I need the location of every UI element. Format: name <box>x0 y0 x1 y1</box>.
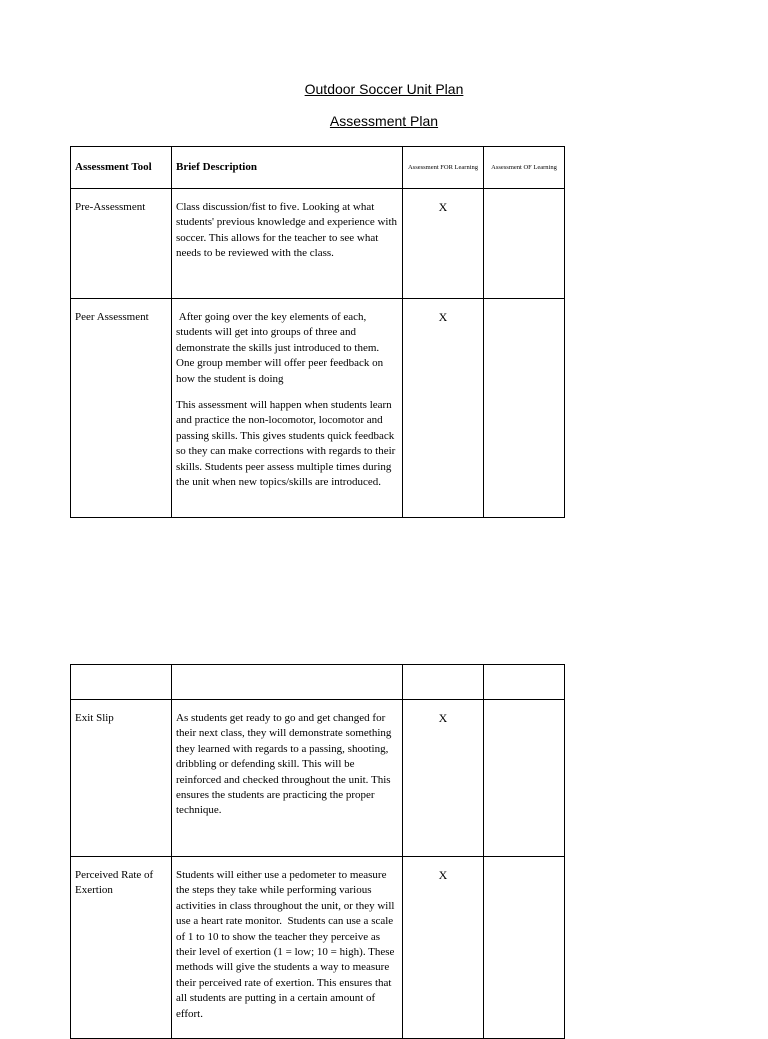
tool-cell: Exit Slip <box>71 700 172 857</box>
of-learning-mark <box>484 189 565 299</box>
document-subtitle: Assessment Plan <box>329 113 439 129</box>
header-assessment-for-learning: Assessment FOR Learning <box>403 147 484 189</box>
for-learning-mark: X <box>403 857 484 1039</box>
document-title: Outdoor Soccer Unit Plan <box>304 81 464 97</box>
for-learning-mark: X <box>403 189 484 299</box>
assessment-table-page-1 <box>70 146 565 518</box>
table-row <box>71 700 565 857</box>
description-cell <box>172 700 403 857</box>
blank-cell <box>71 665 172 700</box>
blank-header-row <box>71 665 565 700</box>
table-header-row <box>71 147 565 189</box>
tool-cell: Pre-Assessment <box>71 189 172 299</box>
description-paragraph: After going over the key elements of each, students will get into groups of three and demonstrate the skills just introduced to them. One group member will offer peer feedback on how the student is doing <box>176 311 386 385</box>
description-paragraph: Class discussion/fist to five. Looking at what students' previous knowledge and experience with soccer. This allows for the teacher to see what needs to be reviewed with the class. <box>176 201 398 260</box>
blank-cell <box>484 665 565 700</box>
header-assessment-of-learning: Assessment OF Learning <box>484 147 565 189</box>
table-row <box>71 299 565 518</box>
table-row <box>71 189 565 299</box>
tool-cell: Perceived Rate of Exertion <box>71 857 172 1039</box>
description-cell <box>172 189 403 299</box>
of-learning-mark <box>484 700 565 857</box>
for-learning-mark: X <box>403 700 484 857</box>
description-paragraph: This assessment will happen when students learn and practice the non-locomotor, locomotor and passing skills. This gives students quick feedback so they can make corrections with regards to their skills. Students peer assess multiple times during the unit when new topics/skills are introduced. <box>176 399 396 489</box>
description-cell <box>172 299 403 518</box>
description-paragraph: Students will either use a pedometer to measure the steps they take while performing various activities in class throughout the unit, or they will use a heart rate monitor. Students can use a scale of 1 to 10 to show the teacher they perceive as their level of exertion (1 = low; 10 = high). These methods will give the students a way to measure their perceived rate of exertion. This ensures that all students are putting in a certain amount of effort. <box>176 869 398 1020</box>
description-cell <box>172 857 403 1039</box>
blank-cell <box>172 665 403 700</box>
blank-cell <box>403 665 484 700</box>
header-brief-description: Brief Description <box>172 147 403 189</box>
for-learning-mark: X <box>403 299 484 518</box>
of-learning-mark <box>484 857 565 1039</box>
of-learning-mark <box>484 299 565 518</box>
description-paragraph: As students get ready to go and get changed for their next class, they will demonstrate something they learned with regards to a passing, shooting, dribbling or defending skill. This will be reinforced and checked throughout the unit. This ensures the students are practicing the proper technique. <box>176 712 392 817</box>
assessment-table-page-2 <box>70 664 565 1039</box>
tool-cell: Peer Assessment <box>71 299 172 518</box>
table-row <box>71 857 565 1039</box>
header-assessment-tool: Assessment Tool <box>71 147 172 189</box>
